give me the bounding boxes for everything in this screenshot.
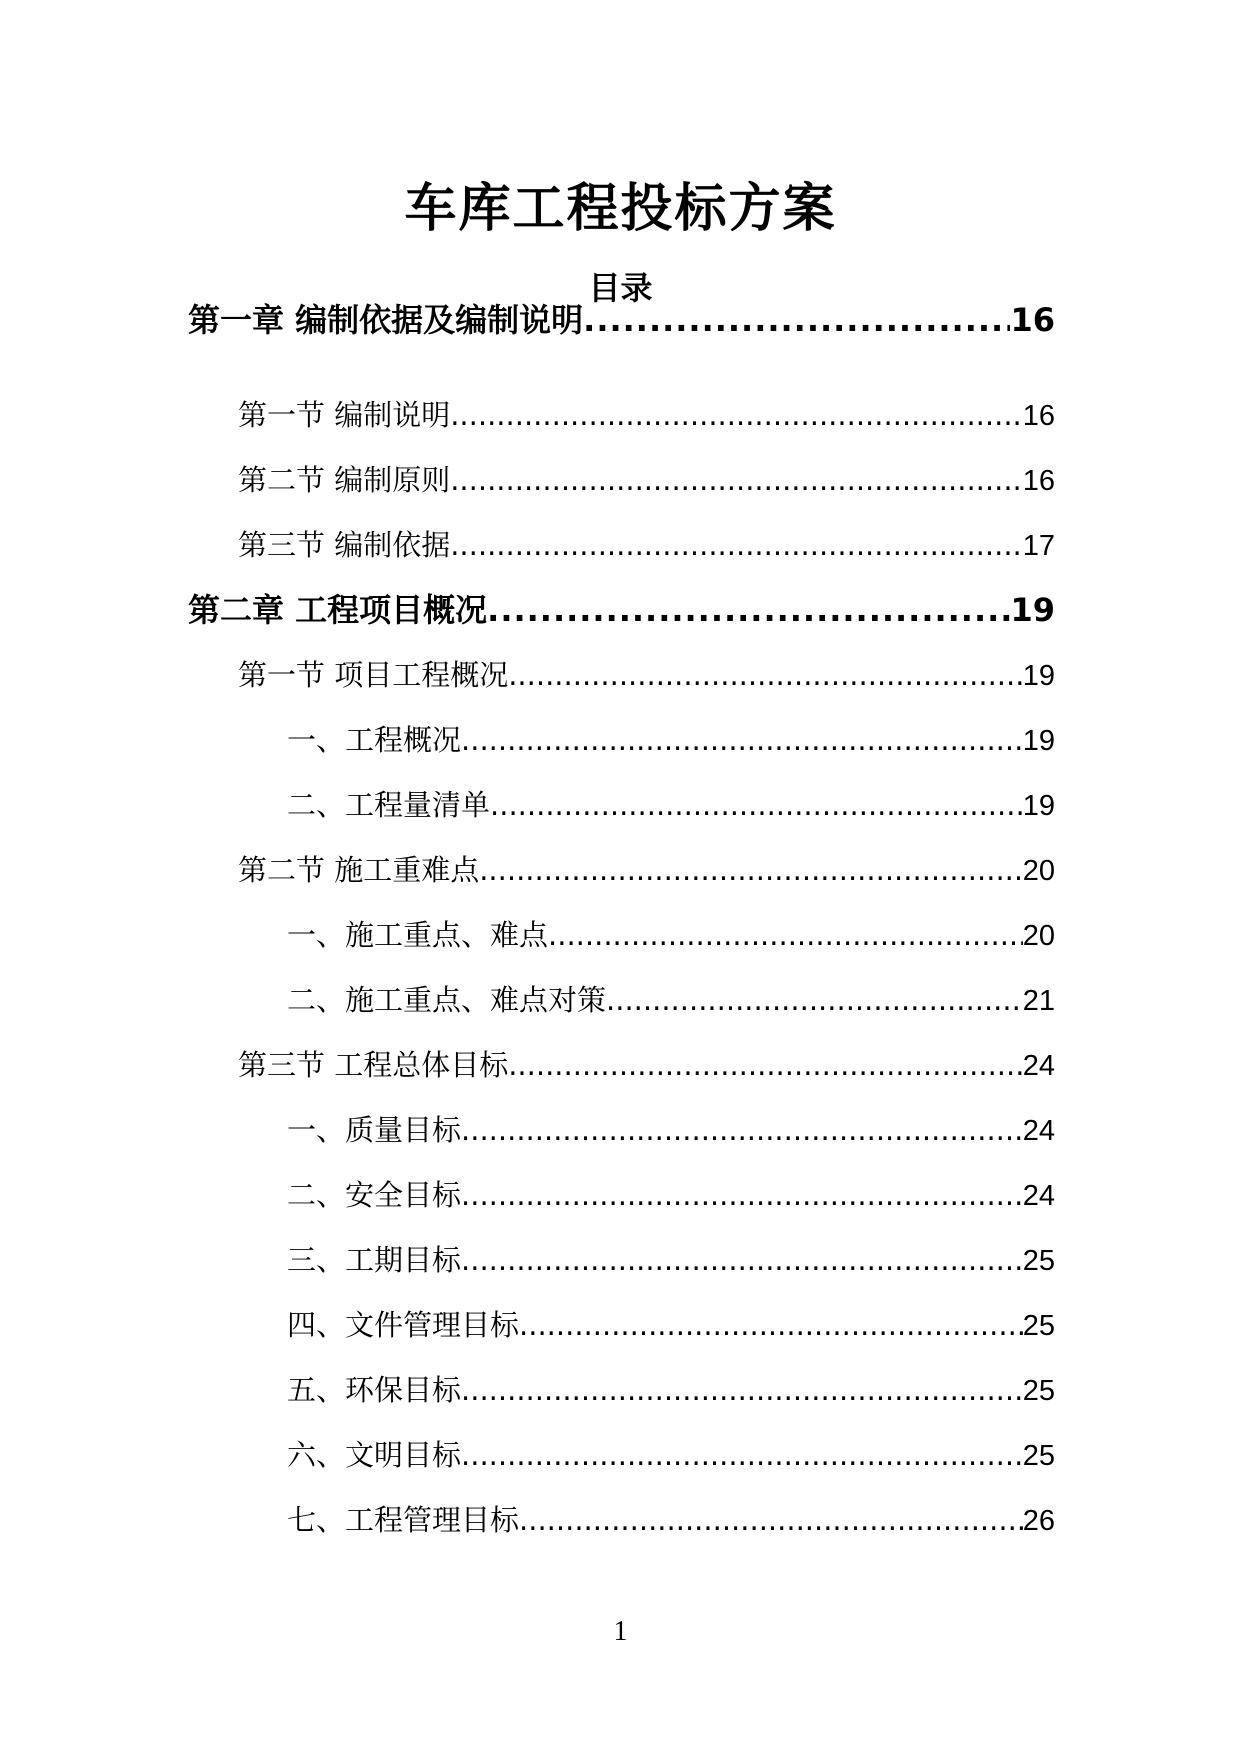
toc-leader-dots bbox=[548, 914, 1023, 956]
toc-entry-text: 第一节 项目工程概况 bbox=[238, 658, 509, 692]
toc-entry-text: 二、安全目标 bbox=[287, 1178, 462, 1212]
toc-entry-text: 二、施工重点、难点对策 bbox=[287, 983, 607, 1017]
toc-entry-text: 第二节 编制原则 bbox=[238, 463, 451, 497]
toc-leader-dots bbox=[450, 394, 1023, 436]
toc-leader-dots bbox=[461, 719, 1023, 761]
toc-entry-page: 26 bbox=[1022, 1505, 1055, 1537]
toc-entry-subsection[interactable] bbox=[287, 1304, 1055, 1346]
toc-leader-dots bbox=[461, 1369, 1023, 1411]
toc-entry-page: 16 bbox=[1022, 465, 1055, 497]
toc-entry-text: 二、工程量清单 bbox=[287, 788, 491, 822]
toc-entry-subsection[interactable] bbox=[287, 1499, 1055, 1541]
toc-entry-text: 第一章 编制依据及编制说明 bbox=[188, 301, 584, 339]
toc-leader-dots bbox=[461, 1174, 1023, 1216]
toc-entry-page: 20 bbox=[1022, 855, 1055, 887]
toc-entry-section[interactable] bbox=[238, 394, 1055, 436]
toc-entry-text: 第二节 施工重难点 bbox=[238, 853, 480, 887]
doc-title: 车库工程投标方案 bbox=[404, 179, 837, 239]
toc-entry-subsection[interactable] bbox=[287, 1369, 1055, 1411]
toc-entry-page: 24 bbox=[1022, 1115, 1055, 1147]
toc-leader-dots bbox=[583, 296, 1010, 344]
toc-leader-dots bbox=[508, 1044, 1023, 1086]
toc-entry-text: 七、工程管理目标 bbox=[287, 1503, 520, 1537]
toc-entry-text: 一、施工重点、难点 bbox=[287, 918, 549, 952]
toc-entry-page: 25 bbox=[1022, 1245, 1055, 1277]
toc-entry-page: 25 bbox=[1022, 1375, 1055, 1407]
toc-entry-subsection[interactable] bbox=[287, 1109, 1055, 1151]
toc-leader-dots bbox=[519, 1499, 1023, 1541]
toc-entry-text: 第一节 编制说明 bbox=[238, 398, 451, 432]
toc-entry-page: 21 bbox=[1022, 985, 1055, 1017]
toc-entry-text: 五、环保目标 bbox=[287, 1373, 462, 1407]
toc-entry-page: 19 bbox=[1022, 725, 1055, 757]
toc-entry-text: 第二章 工程项目概况 bbox=[188, 591, 488, 629]
toc-heading: 目录 bbox=[588, 269, 653, 307]
toc-entry-section[interactable] bbox=[238, 524, 1055, 566]
toc-leader-dots bbox=[450, 459, 1023, 501]
toc-leader-dots bbox=[450, 524, 1023, 566]
toc-leader-dots bbox=[606, 979, 1023, 1021]
toc-leader-dots bbox=[461, 1239, 1023, 1281]
toc-entry-subsection[interactable] bbox=[287, 979, 1055, 1021]
toc-entry-page: 19 bbox=[1010, 591, 1055, 629]
toc-entry-page: 17 bbox=[1022, 530, 1055, 562]
toc-entry-page: 19 bbox=[1022, 790, 1055, 822]
toc-entry-page: 19 bbox=[1022, 660, 1055, 692]
toc-entry-page: 24 bbox=[1022, 1050, 1055, 1082]
toc-entry-text: 第三节 工程总体目标 bbox=[238, 1048, 509, 1082]
toc-entry-subsection[interactable] bbox=[287, 784, 1055, 826]
toc-entry-section[interactable] bbox=[238, 1044, 1055, 1086]
toc-entry-text: 三、工期目标 bbox=[287, 1243, 462, 1277]
toc-leader-dots bbox=[487, 586, 1010, 634]
toc-entry-section[interactable] bbox=[238, 459, 1055, 501]
toc-entry-chapter[interactable] bbox=[188, 296, 1055, 344]
toc-leader-dots bbox=[508, 654, 1023, 696]
toc-entry-subsection[interactable] bbox=[287, 719, 1055, 761]
toc-entry-page: 25 bbox=[1022, 1440, 1055, 1472]
page-number: 1 bbox=[613, 1616, 628, 1647]
toc-entry-text: 四、文件管理目标 bbox=[287, 1308, 520, 1342]
toc-entry-text: 六、文明目标 bbox=[287, 1438, 462, 1472]
toc-entry-section[interactable] bbox=[238, 654, 1055, 696]
toc-entry-text: 第三节 编制依据 bbox=[238, 528, 451, 562]
toc-leader-dots bbox=[461, 1109, 1023, 1151]
toc-entry-page: 16 bbox=[1022, 400, 1055, 432]
toc-entry-text: 一、工程概况 bbox=[287, 723, 462, 757]
toc-leader-dots bbox=[519, 1304, 1023, 1346]
toc-entry-subsection[interactable] bbox=[287, 1239, 1055, 1281]
toc-entry-page: 20 bbox=[1022, 920, 1055, 952]
toc-leader-dots bbox=[479, 849, 1023, 891]
toc-entry-section[interactable] bbox=[238, 849, 1055, 891]
toc-entry-page: 25 bbox=[1022, 1310, 1055, 1342]
toc-entry-subsection[interactable] bbox=[287, 1174, 1055, 1216]
toc-entry-chapter[interactable] bbox=[188, 586, 1055, 634]
toc-entry-page: 16 bbox=[1010, 301, 1055, 339]
toc-leader-dots bbox=[461, 1434, 1023, 1476]
toc-entry-text: 一、质量目标 bbox=[287, 1113, 462, 1147]
toc-entry-page: 24 bbox=[1022, 1180, 1055, 1212]
toc-entry-subsection[interactable] bbox=[287, 1434, 1055, 1476]
toc-entry-subsection[interactable] bbox=[287, 914, 1055, 956]
toc-leader-dots bbox=[490, 784, 1023, 826]
